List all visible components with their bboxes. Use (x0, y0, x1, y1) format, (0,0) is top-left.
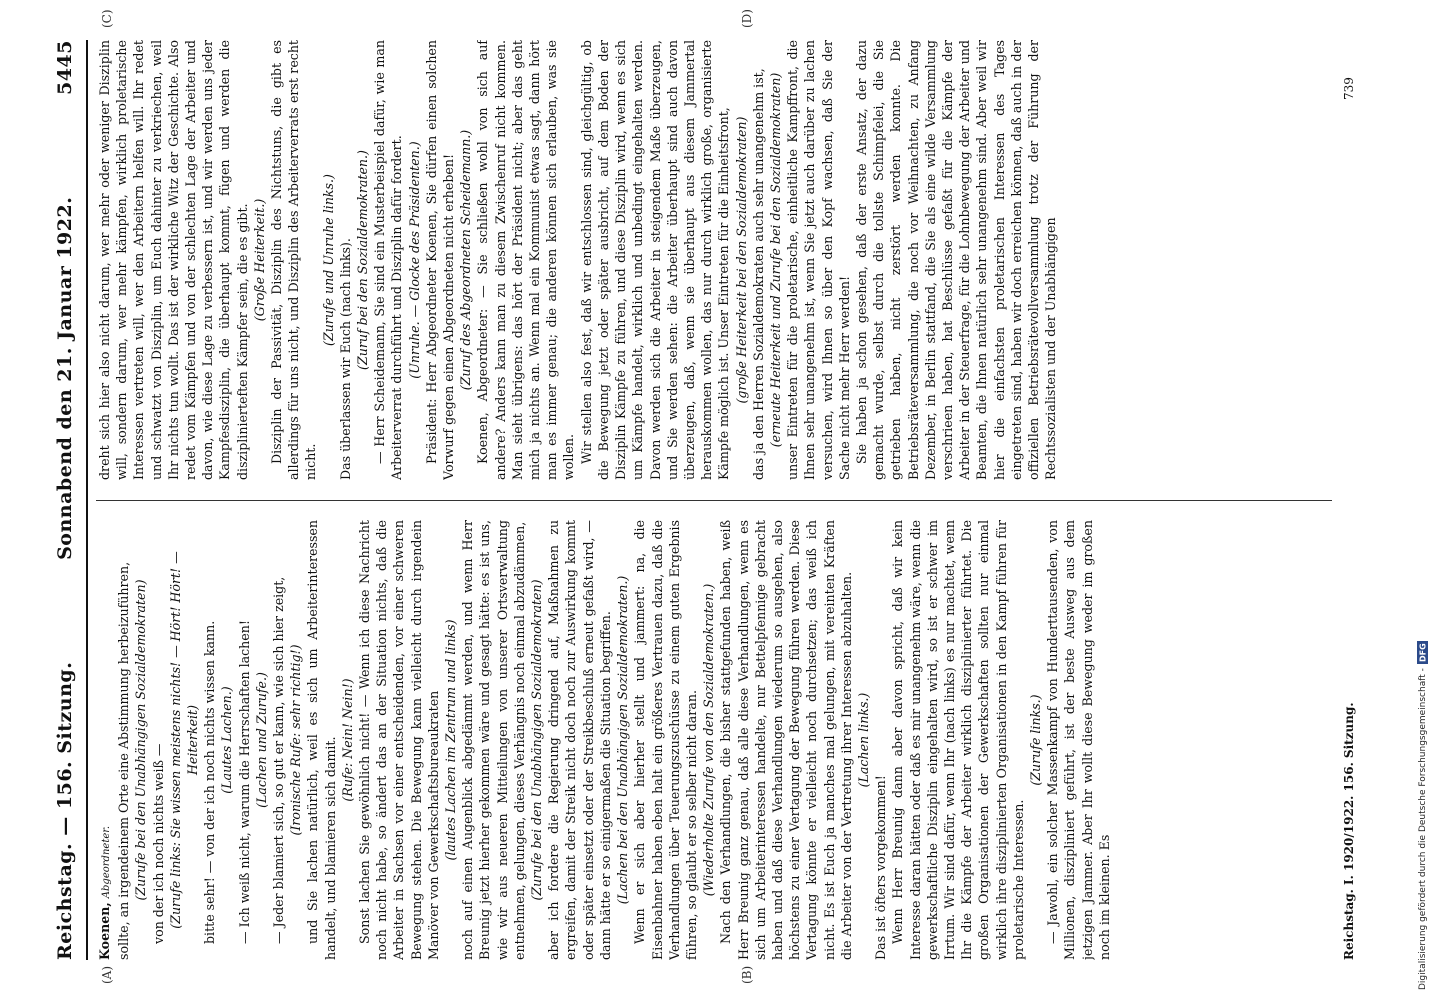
paragraph: Präsident: Herr Abgeordneter Koenen, Sie dürfen einen solchen Vorwurf gegen einen Abgeordneten nicht erheben! (423, 40, 457, 480)
interjection: (Zurufe links.) (1027, 694, 1043, 786)
interjection: (große Heiterkeit bei den Sozialdemokraten) (733, 116, 749, 404)
page-header (50, 40, 80, 960)
paragraph: — Jeder blamiert sich, so gut er kann, wie sich hier zeigt, (271, 576, 287, 944)
interjection: (Zurufe bei den Unabhängigen Sozialdemokraten) (133, 579, 149, 901)
speaker-line (96, 520, 115, 960)
paragraph: Koenen, Abgeordneter: — Sie schließen wohl von sich auf andere? Anders kann man zu diesem Zwischenruf nicht kommen. Man sieht übrigens: das hört der Präsident nicht; aber das geht mich ja nichts an. Wenn mal ein Kommunist etwas sagt, dann hört man es immer genau; die anderen können sich erlauben, was sie wollen. (475, 40, 577, 480)
interjection: (Rufe: Nein! Nein!) (339, 678, 355, 802)
margin-letter-d: (D) (740, 9, 754, 28)
interjection: (lautes Lachen im Zentrum und links) (443, 619, 459, 861)
paragraph: — Herr Scheidemann, Sie sind ein Musterbeispiel dafür, wie man Arbeiterverrat durchführt und Disziplin dafür fordert. (372, 40, 405, 480)
left-column (96, 520, 1336, 960)
header-page-number: 5445 (54, 40, 76, 95)
paragraph: noch auf einen Augenblick abgedämmt werden, und wenn Herr Breunig jetzt hierher gekommen wäre und gesagt hätte: es ist uns, wie wir aus neueren Mitteilungen von unserer Ortsverwaltung entnehmen, gelungen, dieses Verhängnis noch einmal abzudämmen, (460, 520, 527, 960)
paragraph: Sonst lachen Sie gewöhnlich nicht! — Wenn ich diese Nachricht noch nicht habe, so ändert das an der Situation nichts, daß die Arbeiter in Sachsen vor einer entscheidenden, vor einer schweren Bewegung stehen. Die Bewegung kann vielleicht durch irgendein Manöver von Gewerkschaftsbureaukraten (357, 520, 441, 960)
digitization-note (1416, 10, 1430, 990)
interjection: (Zurufe bei den Unabhängigen Sozialdemokraten) (529, 579, 545, 901)
footer-signature: Reichstag. I. 1920/1922. 156. Sitzung. (1342, 702, 1356, 960)
footer-sheet-number: 739 (1342, 77, 1356, 100)
interjection: (Große Heiterkeit.) (251, 198, 267, 322)
interjection: (erneute Heiterkeit und Zurufe bei den Sozialdemokraten) (767, 72, 783, 448)
paragraph: unser Eintreten für die proletarische, einheitliche Kampffront, die Ihnen sehr unangenehm ist, wenn Sie jetzt auch darüber zu lachen versuchen, wird Ihnen so über den Kopf wachsen, daß Sie der Sache nicht mehr Herr werden! (785, 40, 852, 480)
interjection: (Zurufe links: Sie wissen meistens nichts! — Hört! Hört! — Heiterkeit) (167, 551, 201, 929)
header-date: Sonnabend den 21. Januar 1922. (54, 196, 76, 560)
interjection: (Zurufe und Unruhe links.) (320, 174, 336, 346)
speaker-name: Koenen, (97, 902, 112, 960)
paragraph: Das ist öfters vorgekommen! (873, 775, 889, 960)
paragraph: Disziplin der Passivität, Disziplin des Nichtstuns, die gibt es allerdings für uns nicht, und Disziplin des Arbeiterverrats erst recht nicht. (269, 40, 319, 480)
column-divider (96, 500, 1332, 501)
paragraph: Nach den Verhandlungen, die bisher stattgefunden haben, weiß Herr Breunig ganz genau, daß alle diese Verhandlungen, wenn es sich um Arbeiterinteressen handelte, nur Bettelpfennige gebracht haben und daß diese Verhandlungen wiederum so ausgehen, also höchstens zu einer Vertagung der Bewegung führen werden. Diese Vertagung könnte er vielleicht noch durchsetzen; das weiß ich nicht. Es ist Euch ja manches mal gelungen, mit vereinten Kräften die Arbeiter von der Vertretung ihrer Interessen abzuhalten. (718, 520, 854, 960)
document-sheet (20, 0, 1400, 1000)
paragraph: bitte sehr! — von der ich noch nichts wissen kann. (202, 620, 218, 944)
header-rule (86, 40, 88, 960)
paragraph: Sie haben ja schon gesehen, daß der erste Ansatz, der dazu gemacht wurde, selbst durch die tollste Schimpfelei, die Sie getrieben haben, nicht zerstört werden konnte. Die Betriebsräteversammlung, die noch vor Weihnachten, zu Anfang Dezember, in Berlin stattfand, die Sie als eine wilde Versammlung verschrieen haben, hat Beschlüsse gefaßt für die Kämpfe der Arbeiter in der Steuerfrage, für die Lohnbewegung der Arbeiter und Beamten, die Ihnen natürlich sehr unangenehm sind. Aber weil wir hier die einfachsten proletarischen Interessen des Tages eingetreten sind, haben wir doch erreichen können, daß auch in der offiziellen Betriebsrätevollversammlung trotz der Führung der Rechtssozialisten und der Unabhängigen (853, 40, 1059, 480)
paragraph: und Sie lachen natürlich, weil es sich um Arbeiterinteressen handelt, und blamieren sich damit. (305, 520, 338, 960)
paragraph: aber ich fordere die Regierung dringend auf, Maßnahmen zu ergreifen, damit der Streik nicht doch noch zur Auswirkung kommt oder später einsetzt oder der Streikbeschluß erneut gefaßt wird, — dann hätte er so einigermaßen die Situation begriffen. (546, 520, 613, 960)
paragraph: — Jawohl, ein solcher Massenkampf von Hunderttausenden, von Millionen, diszipliniert geführt, ist der beste Ausweg aus dem jetzigen Jammer. Aber Ihr wollt diese Bewegung weder im großen noch im kleinen. Es (1045, 520, 1112, 960)
paragraph: Wenn Herr Breunig dann aber davon spricht, daß wir kein Interesse daran hätten oder daß es mir unangenehm wäre, wenn die gewerkschaftliche Disziplin eingehalten wird, so ist er schwer im Irrtum. Wir sind dafür, wenn Ihr (nach links) es nur machtet, wenn Ihr die Kämpfe der Arbeiter wirklich disziplinierter führtet. Die großen Organisationen der Gewerkschaften sollten nur einmal wirklich ihre disziplinierten Organisationen in den Kampf führen für proletarische Interessen. (890, 520, 1026, 960)
interjection: (Lachen und Zurufe.) (253, 672, 269, 808)
paragraph: — Ich weiß nicht, warum die Herrschaften lachen! (236, 620, 252, 944)
left-paragraphs (115, 520, 1113, 960)
interjection: (Lachen links.) (855, 692, 871, 788)
interjection: (Zuruf bei den Sozialdemokraten.) (355, 150, 371, 370)
margin-letter-a: (A) (100, 965, 114, 984)
interjection: (Wiederholte Zurufe von den Sozialdemokraten.) (701, 583, 717, 897)
speaker-role: Abgeordneter. (101, 825, 112, 899)
margin-letter-c: (C) (100, 9, 114, 28)
interjection: (Lautes Lachen.) (219, 686, 235, 794)
right-column (96, 40, 1336, 480)
digitization-text: Digitalisierung gefördert durch die Deutsche Forschungsgemeinschaft - (1418, 668, 1428, 990)
interjection: (Zuruf des Abgeordneten Scheidemann.) (458, 129, 474, 391)
interjection: (Unruhe. — Glocke des Präsidenten.) (406, 141, 422, 379)
margin-letter-b: (B) (740, 965, 754, 984)
right-paragraphs (96, 40, 1059, 480)
interjection: (Lachen bei den Unabhängigen Sozialdemokraten.) (615, 575, 631, 905)
paragraph: Das überlassen wir Euch (nach links). (337, 238, 353, 480)
paragraph: das ja den Herren Sozialdemokraten auch sehr unangenehm ist, (750, 68, 766, 480)
header-left: Reichstag. — 156. Sitzung. (54, 661, 76, 960)
paragraph: Wir stellen also fest, daß wir entschlossen sind, gleichgültig, ob die Bewegung jetzt oder später ausbricht, auf dem Boden der Disziplin Kämpfe zu führen, und diese Disziplin wird, wenn es sich um Kämpfe handelt, wirklich und unbedingt eingehalten werden. Davon werden sich die Arbeiter in steigendem Maße überzeugen, und Sie werden sehen: die Arbeiter überhaupt sind auch davon überzeugen, daß, wenn sie überhaupt aus diesem Jammertal herauskommen wollen, das nur durch wirklich große, organisierte Kämpfe möglich ist. Unser Eintreten für die Einheitsfront, (578, 40, 732, 480)
paragraph: Wenn er sich aber hierher stellt und jammert: na, die Eisenbahner haben eben halt ein größeres Vertrauen dazu, daß die Verhandlungen über Teuerungszuschüsse zu einem guten Ergebnis führen, so glaubt er so selber nicht daran. (632, 520, 699, 960)
dfg-logo: DFG (1418, 643, 1428, 663)
paragraph: sollte, an irgendeinem Orte eine Abstimmung herbeizuführen, (116, 561, 132, 960)
interjection: (Ironische Rufe: sehr richtig!) (288, 644, 304, 836)
paragraph: von der ich noch nichts weiß — (150, 743, 166, 944)
paragraph: dreht sich hier also nicht darum, wer mehr oder weniger Disziplin will, sondern darum, wer mehr kämpfen, wirklich proletarische Interessen vertreten will, wer den Arbeitern helfen will. Ihr redet und schwatzt von Disziplin, um Euch dahinter zu verkriechen, weil Ihr nichts tun wollt. Das ist der wirkliche Witz der Geschichte. Also redet vom Kämpfen und von der schlechten Lage der Arbeiter und davon, wie diese Lage zu verbessern ist, und wir werden uns jeder Kampfesdisziplin, die überhaupt kommt, fügen und werden die disziplinierteften Kämpfer sein, die es gibt. (97, 40, 250, 480)
